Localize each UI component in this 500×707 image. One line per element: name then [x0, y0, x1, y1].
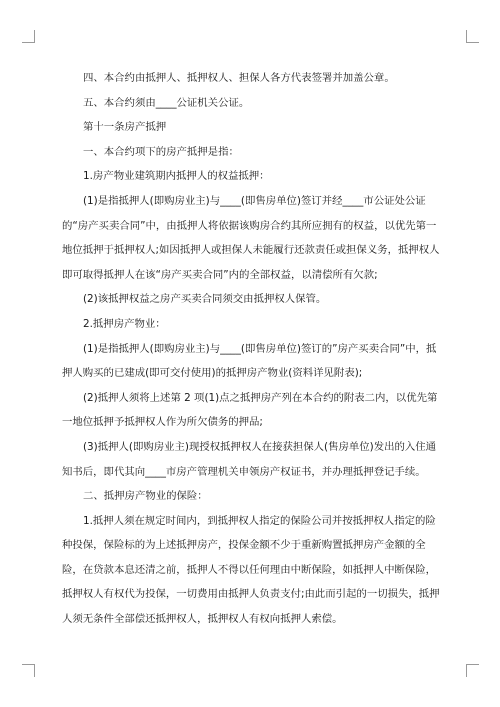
- clause-4-sign-seal: 四、本合约由抵押人、抵押权人、担保人各方代表签署并加盖公章。: [83, 72, 395, 84]
- crop-mark-top-right: [466, 30, 479, 43]
- article-11-heading: 第十一条房产抵押: [83, 121, 167, 134]
- crop-mark-top-left: [22, 30, 35, 43]
- item-1-point-1: (1)是指抵押人(即购房业主)与____(即售房单位)签订并经____市公证处公证的“房产买卖合同”中，由抵押人将依据该购房合约其所应拥有的权益，以优先第一地位抵押于抵押权人;如因抵押人或担保人未能履行还款责任或担保义务，抵押权人即可取得抵押人在该“房产买卖合同”内的全部权益，以清偿所有欠款;: [62, 194, 440, 281]
- item-2-point-3: (3)抵押人(即购房业主)现授权抵押权人在接获担保人(售房单位)发出的入住通知书后，即代其向____市房产管理机关申领房产权证书，并办理抵押登记手续。: [62, 440, 437, 478]
- item-1-heading: 1.房产物业建筑期内抵押人的权益抵押：: [83, 170, 270, 183]
- document-body: [62, 66, 440, 632]
- section-2-heading: 二、抵押房产物业的保险：: [83, 490, 208, 503]
- section-1-heading: 一、本合约项下的房产抵押是指：: [83, 145, 239, 158]
- crop-mark-bottom-left: [22, 664, 35, 677]
- insurance-item-1: 1.抵押人须在规定时间内，到抵押权人指定的保险公司并按抵押权人指定的险种投保，保险标的为上述抵押房产，投保金额不少于重新购置抵押房产金额的全险，在贷款本息还清之前，抵押人不得以任何理由中断保险，如抵押人中断保险，抵押权人有权代为投保，一切费用由抵押人负责支付;由此而引起的一切损失，抵押人须无条件全部偿还抵押权人，抵押权人有权向抵押人索偿。: [62, 514, 440, 626]
- crop-mark-bottom-right: [466, 664, 479, 677]
- item-2-heading: 2.抵押房产物业：: [83, 317, 166, 330]
- item-2-point-2: (2)抵押人须将上述第 2 项(1)点之抵押房产列在本合约的附表二内，以优先第一地位抵押予抵押权人作为所欠债务的押品;: [62, 391, 438, 429]
- item-2-point-1: (1)是指抵押人(即购房业主)与____(即售房单位)签订的”房产买卖合同”中，抵押人购买的已建成(即可交付使用)的抵押房产物业(资料详见附表);: [62, 342, 437, 380]
- item-1-point-2: (2)该抵押权益之房产买卖合同须交由抵押权人保管。: [83, 293, 327, 306]
- clause-5-notarization: 五、本合约须由____公证机关公证。: [83, 96, 250, 109]
